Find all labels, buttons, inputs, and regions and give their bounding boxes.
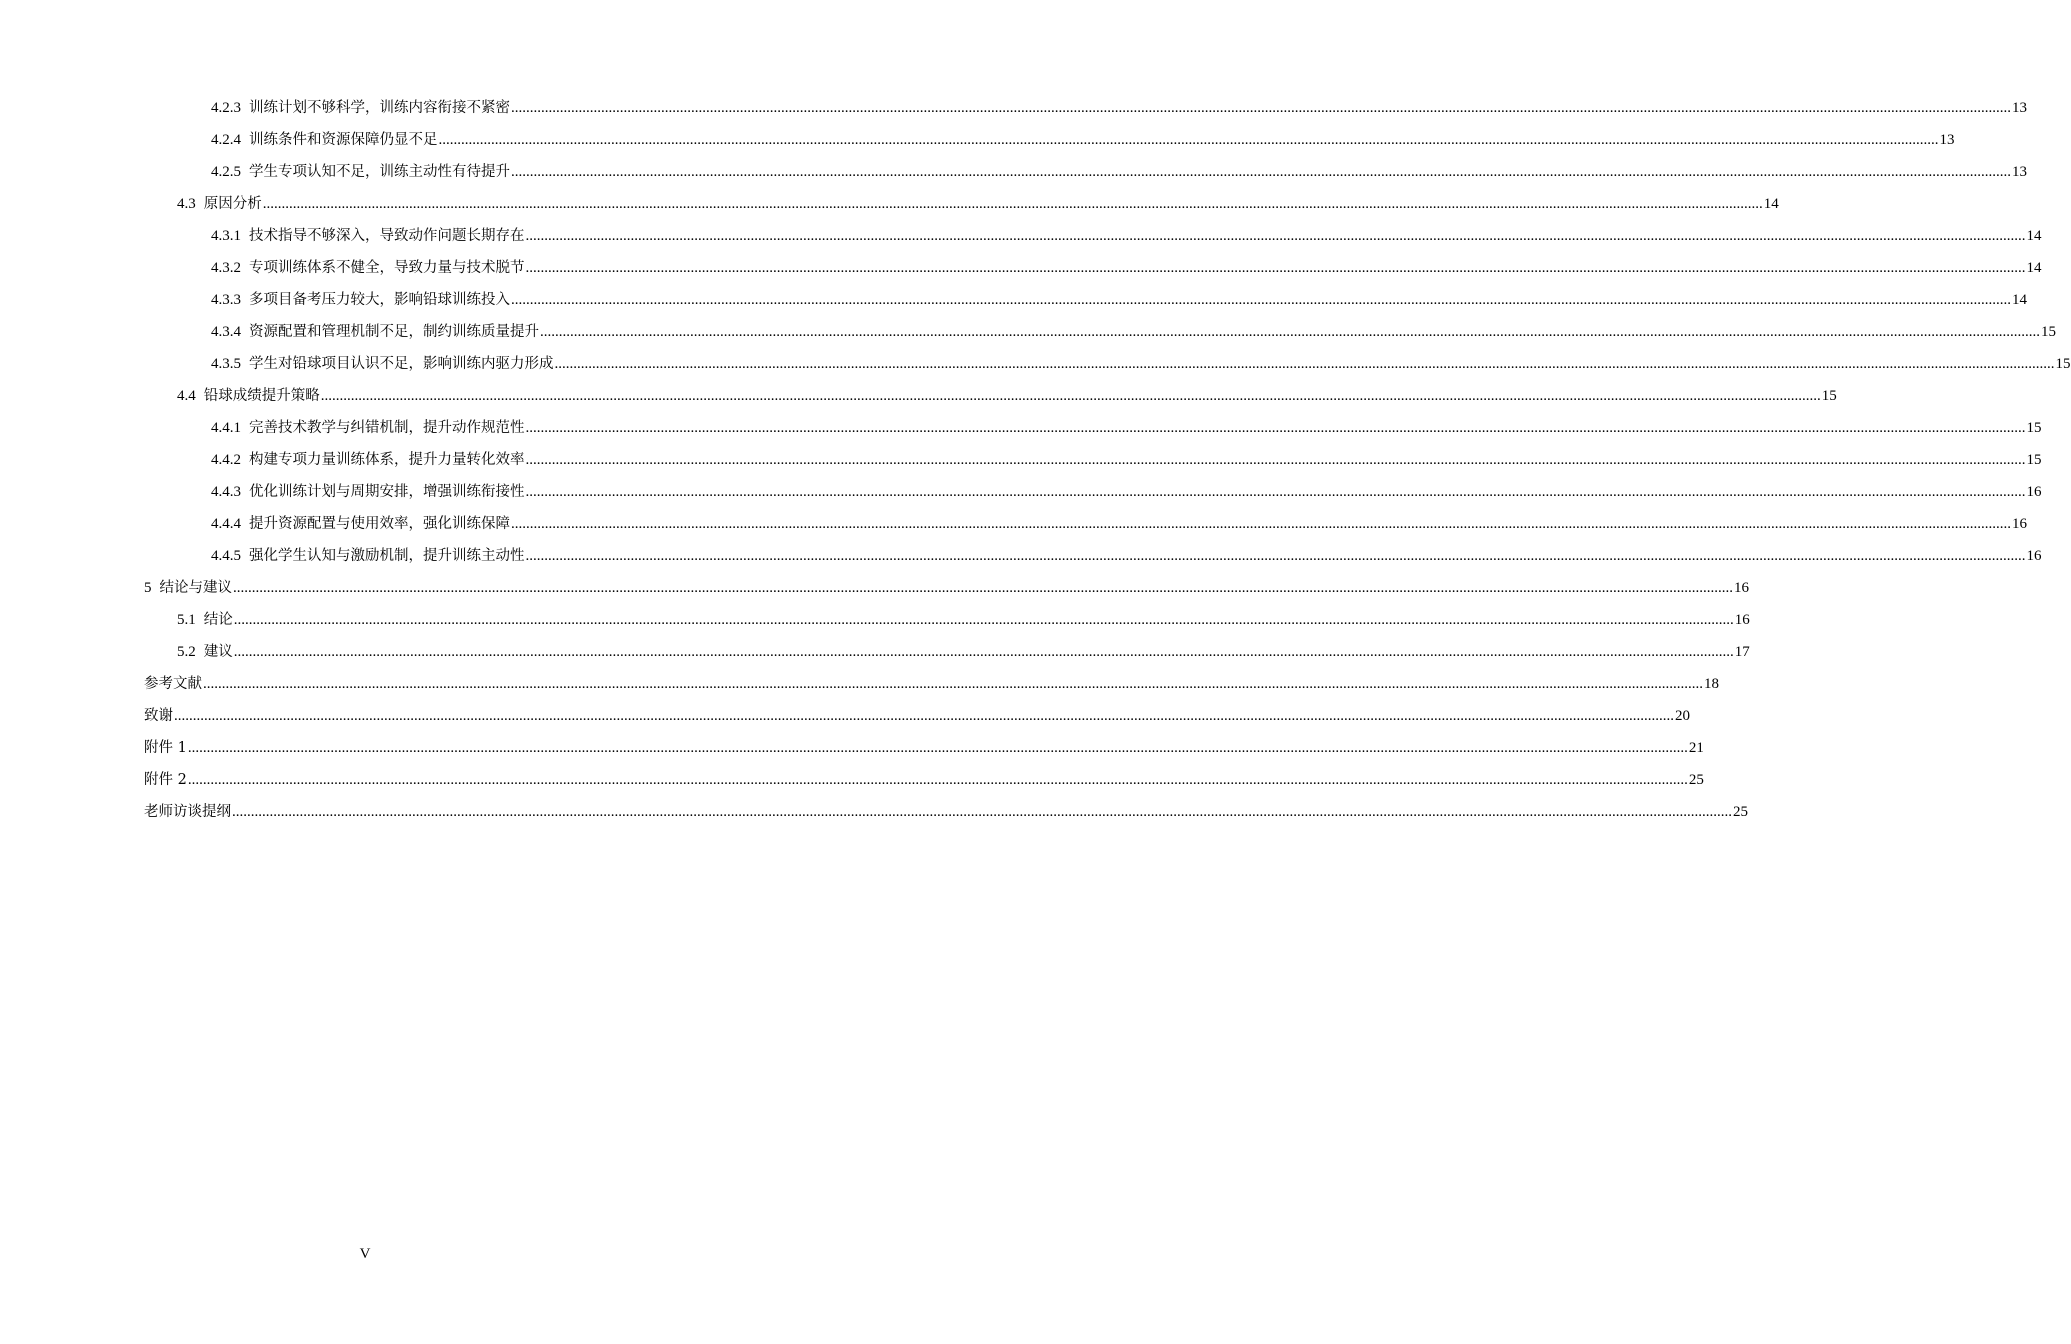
toc-dot-leader: ................................................................................................................................................................................................................................................................................................................................................................................................................: [525, 484, 2026, 500]
toc-entry-title: 附件 1: [144, 740, 187, 756]
toc-entry[interactable]: [0, 92, 2027, 124]
toc-dot-leader: ................................................................................................................................................................................................................................................................................................................................................................................................................: [232, 804, 1732, 820]
toc-entry-title: 学生专项认知不足，训练主动性有待提升: [249, 164, 510, 180]
toc-entry-title: 强化学生认知与激励机制，提升训练主动性: [249, 548, 525, 564]
toc-entry-page: 13: [1939, 132, 1955, 148]
toc-entry-page: 15: [2055, 356, 2071, 372]
toc-entry-page: 16: [2012, 516, 2027, 532]
toc-entry-title: 铅球成绩提升策略: [203, 388, 320, 404]
toc-entry-number: 4.2.5: [211, 164, 241, 180]
toc-entry-page: 13: [2012, 100, 2027, 116]
toc-entry-page: 14: [1763, 196, 1779, 212]
toc-entry[interactable]: [0, 412, 2042, 444]
toc-entry-title: 优化训练计划与周期安排，增强训练衔接性: [249, 484, 525, 500]
toc-entry[interactable]: [0, 188, 1779, 220]
toc-dot-leader: ................................................................................................................................................................................................................................................................................................................................................................................................................: [525, 228, 2026, 244]
toc-entry-number: 4.4.4: [211, 516, 241, 532]
toc-entry-number: 4.4.1: [211, 420, 241, 436]
toc-entry-title: 训练计划不够科学，训练内容衔接不紧密: [249, 100, 510, 116]
toc-entry-page: 20: [1675, 708, 1690, 724]
toc-entry-number: 4.3.1: [211, 228, 241, 244]
toc-entry-number: 4.3.5: [211, 356, 241, 372]
toc-entry-page: 16: [1734, 580, 1749, 596]
toc-entry-number: 4.3.4: [211, 324, 241, 340]
toc-entry-title: 附件 2: [144, 772, 187, 788]
toc-entry[interactable]: [0, 732, 1704, 764]
toc-entry-number: 5: [144, 580, 152, 596]
toc-entry-page: 13: [2012, 164, 2027, 180]
toc-entry-number: 5.2: [177, 644, 196, 660]
toc-entry-number: 4.4.2: [211, 452, 241, 468]
toc-entry-title: 致谢: [144, 708, 173, 724]
toc-entry[interactable]: [0, 668, 1719, 700]
toc-entry-title: 多项目备考压力较大，影响铅球训练投入: [249, 292, 510, 308]
toc-entry[interactable]: [0, 476, 2042, 508]
toc-entry-number: 4.3: [177, 196, 196, 212]
toc-dot-leader: ................................................................................................................................................................................................................................................................................................................................................................................................................: [203, 676, 1703, 692]
toc-entry-number: 4.4: [177, 388, 196, 404]
toc-entry-title: 建议: [203, 644, 233, 660]
toc-entry[interactable]: [0, 284, 2027, 316]
toc-entry-page: 21: [1688, 740, 1704, 756]
toc-dot-leader: ................................................................................................................................................................................................................................................................................................................................................................................................................: [233, 644, 1734, 660]
toc-entry[interactable]: [0, 508, 2027, 540]
toc-entry-title: 资源配置和管理机制不足，制约训练质量提升: [249, 324, 539, 340]
toc-entry[interactable]: [0, 764, 1704, 796]
toc-entry[interactable]: [0, 316, 2056, 348]
toc-entry[interactable]: [0, 540, 2042, 572]
toc-dot-leader: ................................................................................................................................................................................................................................................................................................................................................................................................................: [187, 772, 1688, 788]
toc-entry-title: 结论: [203, 612, 233, 628]
toc-entry-page: 15: [2026, 420, 2042, 436]
toc-dot-leader: ................................................................................................................................................................................................................................................................................................................................................................................................................: [525, 452, 2026, 468]
toc-entry-title: 结论与建议: [159, 580, 232, 596]
toc-entry[interactable]: [0, 796, 1748, 828]
toc-entry-title: 提升资源配置与使用效率，强化训练保障: [249, 516, 510, 532]
toc-dot-leader: ................................................................................................................................................................................................................................................................................................................................................................................................................: [320, 388, 1821, 404]
toc-dot-leader: ................................................................................................................................................................................................................................................................................................................................................................................................................: [511, 516, 2011, 532]
toc-entry-page: 15: [1821, 388, 1837, 404]
toc-entry-page: 25: [1733, 804, 1748, 820]
toc-entry-page: 16: [2026, 484, 2042, 500]
toc-entry-number: 4.3.2: [211, 260, 241, 276]
toc-dot-leader: ................................................................................................................................................................................................................................................................................................................................................................................................................: [511, 100, 2011, 116]
toc-entry-page: 16: [2026, 548, 2042, 564]
page-number: V: [359, 1246, 371, 1262]
toc-dot-leader: ................................................................................................................................................................................................................................................................................................................................................................................................................: [233, 612, 1734, 628]
toc-entry-title: 原因分析: [203, 196, 262, 212]
toc-dot-leader: ................................................................................................................................................................................................................................................................................................................................................................................................................: [262, 196, 1763, 212]
toc-entry-number: 4.3.3: [211, 292, 241, 308]
toc-dot-leader: ................................................................................................................................................................................................................................................................................................................................................................................................................: [525, 548, 2026, 564]
toc-entry[interactable]: [0, 700, 1690, 732]
toc-entry-title: 技术指导不够深入，导致动作问题长期存在: [249, 228, 525, 244]
toc-entry-number: 5.1: [177, 612, 196, 628]
toc-entry-title: 完善技术教学与纠错机制，提升动作规范性: [249, 420, 525, 436]
toc-entry-title: 老师访谈提纲: [144, 804, 231, 820]
toc-entry-number: 4.2.4: [211, 132, 241, 148]
toc-dot-leader: ................................................................................................................................................................................................................................................................................................................................................................................................................: [540, 324, 2040, 340]
toc-entry-page: 18: [1704, 676, 1719, 692]
toc-entry-page: 14: [2026, 228, 2042, 244]
toc-entry[interactable]: [0, 380, 1837, 412]
toc-entry[interactable]: [0, 572, 1749, 604]
table-of-contents: [0, 92, 2071, 828]
toc-entry[interactable]: [0, 444, 2042, 476]
toc-entry-page: 15: [2041, 324, 2056, 340]
toc-entry[interactable]: [0, 636, 1750, 668]
toc-dot-leader: ................................................................................................................................................................................................................................................................................................................................................................................................................: [511, 164, 2011, 180]
toc-entry-page: 16: [1734, 612, 1750, 628]
toc-entry-number: 4.4.5: [211, 548, 241, 564]
toc-dot-leader: ................................................................................................................................................................................................................................................................................................................................................................................................................: [554, 356, 2055, 372]
toc-dot-leader: ................................................................................................................................................................................................................................................................................................................................................................................................................: [525, 420, 2026, 436]
toc-entry-page: 15: [2026, 452, 2042, 468]
toc-entry-title: 学生对铅球项目认识不足，影响训练内驱力形成: [249, 356, 554, 372]
toc-dot-leader: ................................................................................................................................................................................................................................................................................................................................................................................................................: [525, 260, 2026, 276]
toc-entry-title: 训练条件和资源保障仍显不足: [249, 132, 438, 148]
toc-entry-title: 参考文献: [144, 676, 202, 692]
toc-dot-leader: ................................................................................................................................................................................................................................................................................................................................................................................................................: [511, 292, 2011, 308]
toc-entry-title: 专项训练体系不健全，导致力量与技术脱节: [249, 260, 525, 276]
toc-entry[interactable]: [0, 348, 2071, 380]
toc-dot-leader: ................................................................................................................................................................................................................................................................................................................................................................................................................: [174, 708, 1674, 724]
toc-entry-page: 17: [1734, 644, 1750, 660]
toc-entry[interactable]: [0, 604, 1750, 636]
toc-dot-leader: ................................................................................................................................................................................................................................................................................................................................................................................................................: [233, 580, 1733, 596]
toc-dot-leader: ................................................................................................................................................................................................................................................................................................................................................................................................................: [187, 740, 1688, 756]
toc-dot-leader: ................................................................................................................................................................................................................................................................................................................................................................................................................: [438, 132, 1939, 148]
toc-entry[interactable]: [0, 252, 2042, 284]
toc-entry[interactable]: [0, 124, 1955, 156]
toc-entry-number: 4.4.3: [211, 484, 241, 500]
toc-entry-page: 14: [2012, 292, 2027, 308]
toc-entry-page: 14: [2026, 260, 2042, 276]
toc-entry-number: 4.2.3: [211, 100, 241, 116]
toc-entry-page: 25: [1688, 772, 1704, 788]
toc-entry[interactable]: [0, 220, 2042, 252]
toc-entry-title: 构建专项力量训练体系，提升力量转化效率: [249, 452, 525, 468]
toc-entry[interactable]: [0, 156, 2027, 188]
